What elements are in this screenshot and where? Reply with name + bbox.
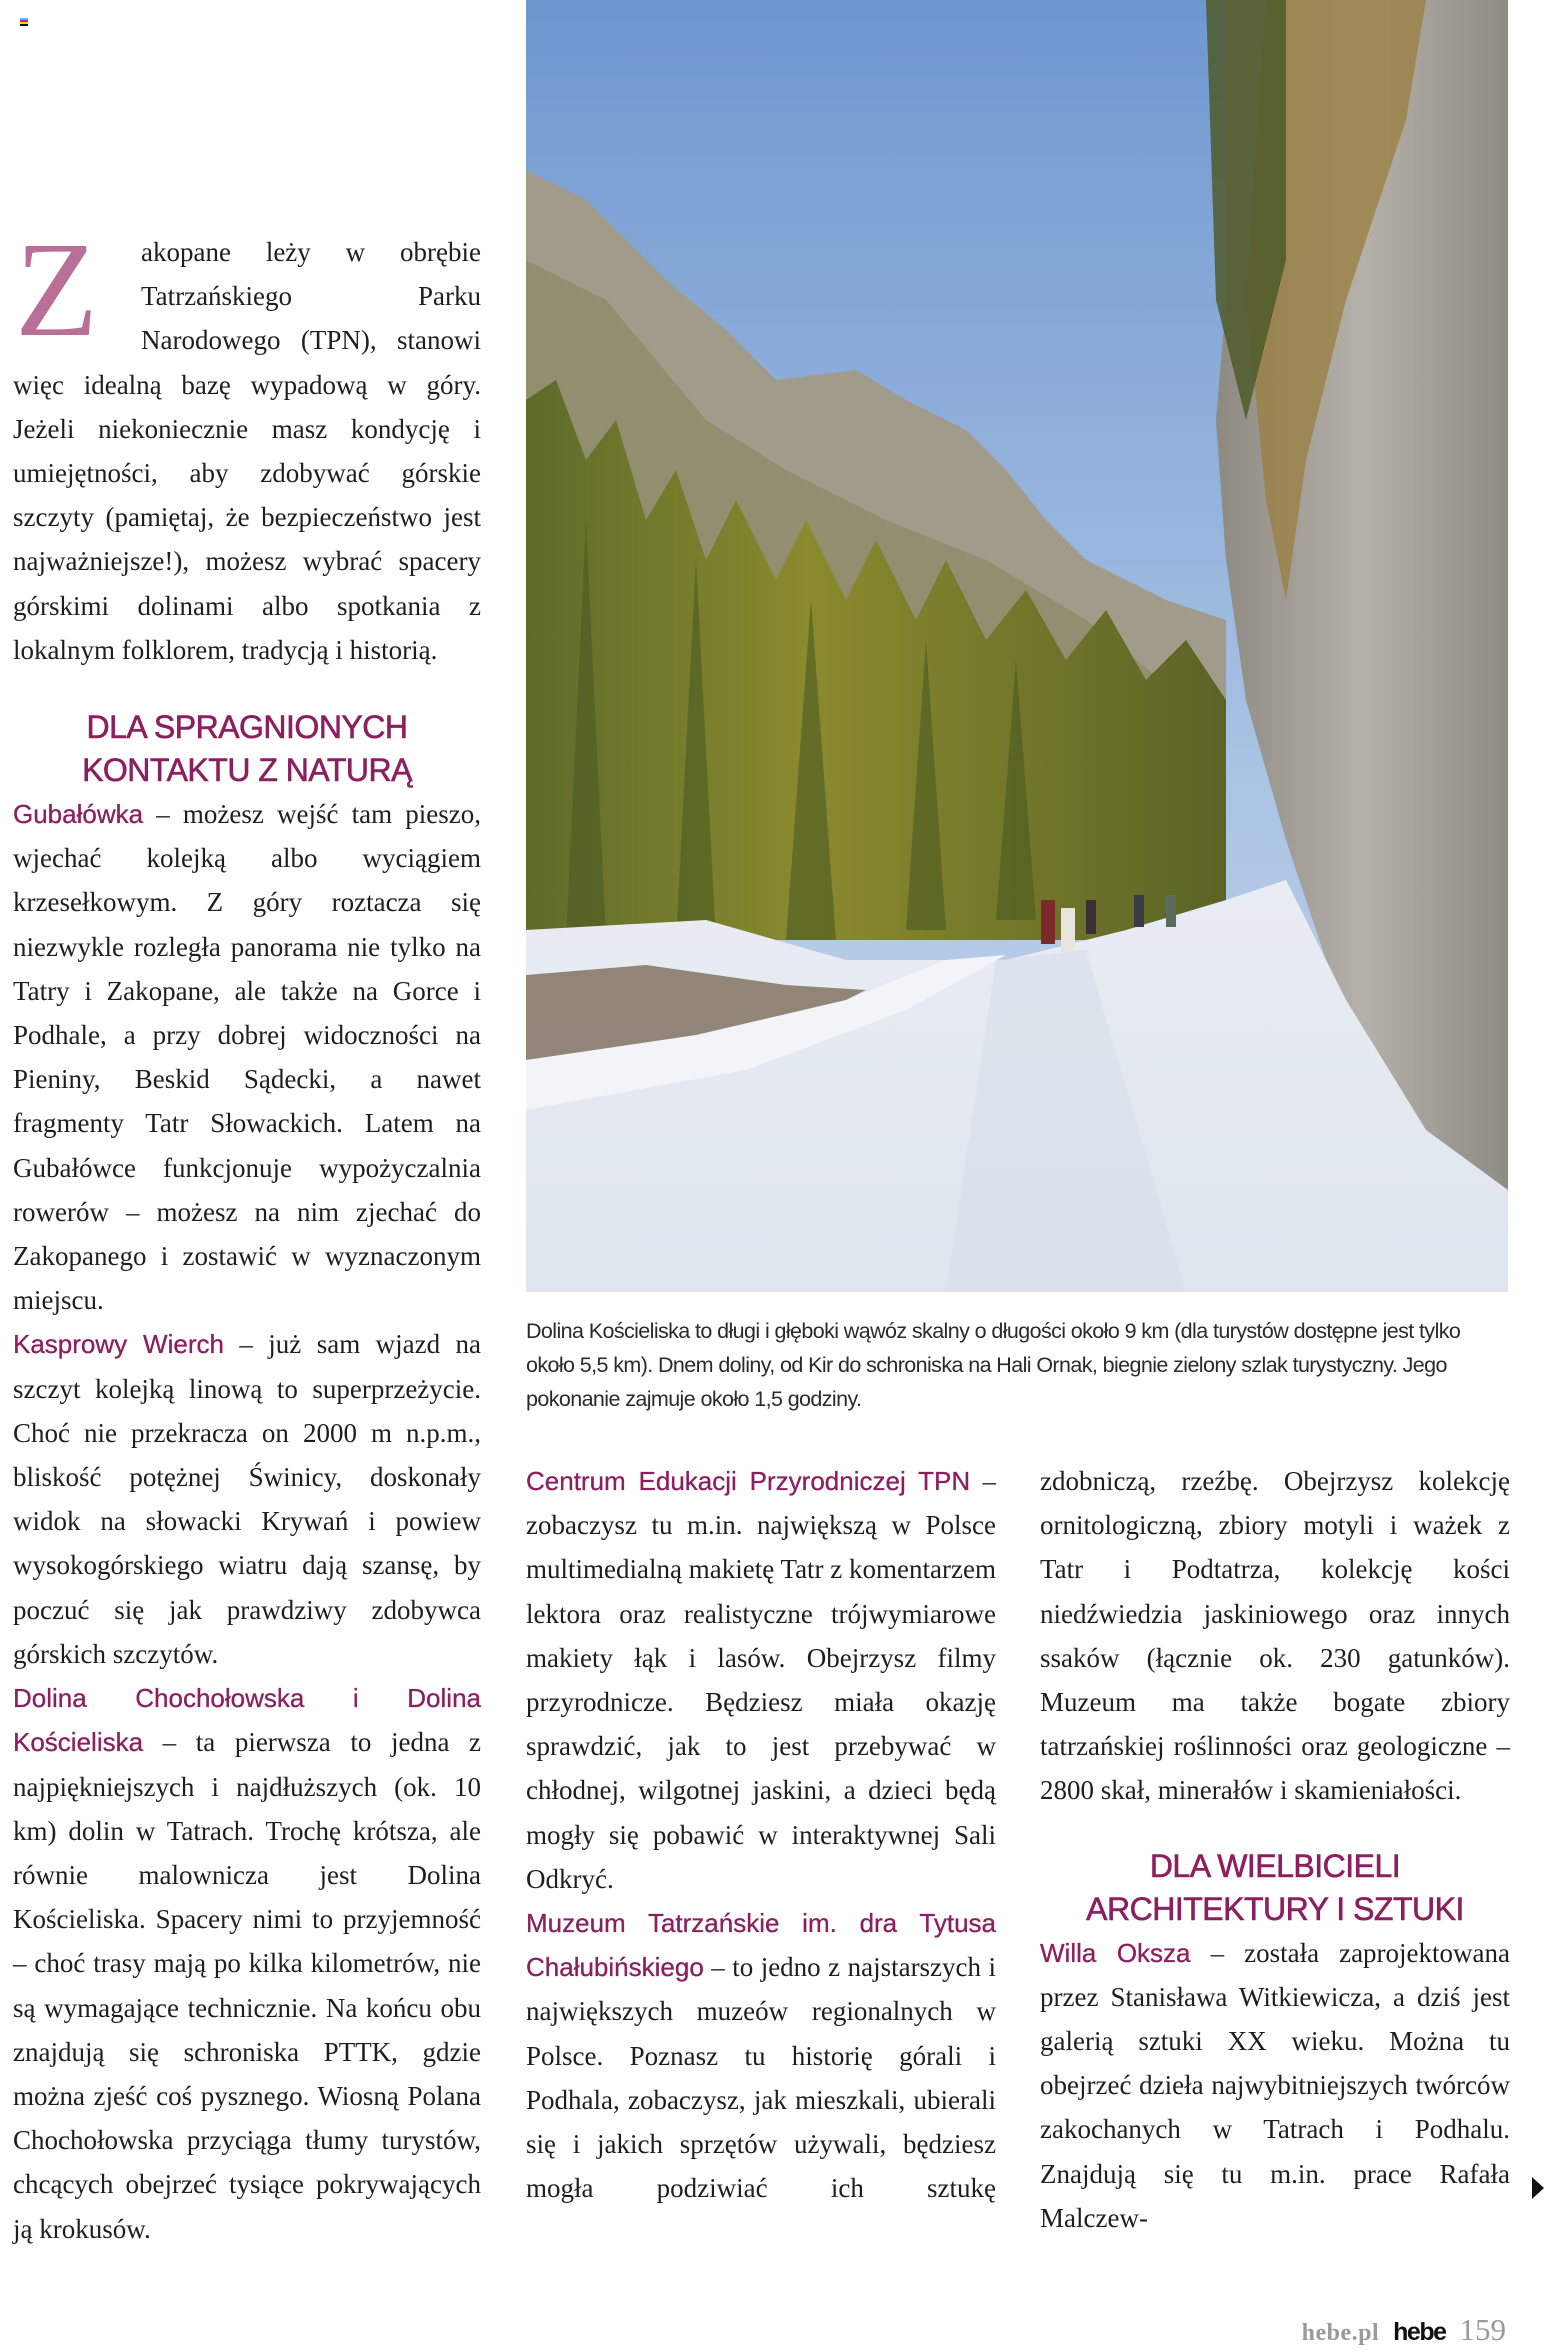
photo-dolina-koscieliska [526, 0, 1508, 1292]
item-text: – możesz wejść tam pieszo, wjechać kolejką albo wyciągiem krzesełkowym. Z góry roztacza się niezwykle rozległa panorama nie tylko na Tatry i Zakopane, ale także na Gorce i Podhale, a przy dobrej widoczności na Pieniny, Beskid Sądecki, a nawet fragmenty Tatr Słowackich. Latem na Gubałówce funkcjonuje wypożyczalnia rowerów – możesz na nim zjechać do Zakopanego i zostawić w wyznaczonym miejscu. [13, 799, 481, 1316]
middle-column [526, 1459, 996, 2210]
right-column [1040, 1459, 1510, 2240]
page-number: 159 [1459, 2312, 1506, 2347]
landscape-photo-illustration [526, 0, 1508, 1292]
item-title: Kasprowy Wierch [13, 1329, 224, 1360]
item-text: – ta pierwsza to jedna z najpiękniejszych i najdłuższych (ok. 10 km) dolin w Tatrach. Trochę krótsza, ale równie malownicza jest Dolina Kościeliska. Spacery nimi to przyjemność – choć trasy mają po kilka kilometrów, nie są wymagające technicznie. Na końcu obu znajdują się schroniska PTTK, gdzie można zjeść coś pysznego. Wiosną Polana Chochołowska przyciąga tłumy turystów, chcących obejrzeć tysiące pokrywających ją krokusów. [13, 1727, 481, 2244]
item-title: Willa Oksza [1040, 1937, 1191, 1968]
item-title: Dolina Chochołowska i Dolina Kościeliska [13, 1683, 481, 1758]
item-text: – to jedno z najstarszych i największych muzeów regionalnych w Polsce. Poznasz tu historię górali i Podhala, zobaczysz, jak mieszkali, ubierali się i jakich sprzętów używali, będziesz mogła podziwiać ich sztukę [526, 1952, 996, 2204]
intro-text: akopane leży w obrębie Tatrzańskiego Parku Narodowego (TPN), stanowi więc idealną bazę wypadową w góry. Jeżeli niekoniecznie masz kondycję i umiejętności, aby zdobywać górskie szczyty (pamiętaj, że bezpieczeństwo jest najważniejsze!), możesz wybrać spacery górskimi dolinami albo spotkania z lokalnym folklorem, tradycją i historią. [13, 237, 481, 665]
item-text: – zobaczysz tu m.in. największą w Polsce multimedialną makietę Tatr z komentarzem lektora oraz realistyczne trójwymiarowe makiety łąk i lasów. Obejrzysz filmy przyrodnicze. Będziesz miała okazję sprawdzić, jak to jest przebywać w chłodnej, wilgotnej jaskini, a dzieci będą mogły się pobawić w interaktywnej Sali Odkryć. [526, 1466, 996, 1894]
item-muzeum-tatrzanskie [526, 1901, 996, 2210]
cmyk-black [20, 24, 28, 26]
photo-caption: Dolina Kościeliska to długi i głęboki wąwóz skalny o długości około 9 km (dla turystów dostępne jest tylko około 5,5 km). Dnem doliny, od Kir do schroniska na Hali Ornak, biegnie zielony szlak turystyczny. Jego pokonanie zajmuje około 1,5 godziny. [526, 1319, 1461, 1411]
section-heading-nature [13, 706, 481, 792]
item-title: Gubałówka [13, 799, 144, 830]
footer-site: hebe.pl [1301, 2320, 1380, 2346]
item-doliny [13, 1676, 481, 2251]
item-title: Muzeum Tatrzańskie im. dra Tytusa Chałubińskiego [526, 1908, 996, 1983]
item-title: Centrum Edukacji Przyrodniczej TPN [526, 1466, 971, 1496]
item-kasprowy-wierch [13, 1322, 481, 1676]
footer-brand-logo: hebe [1393, 2318, 1446, 2346]
section-heading-architecture [1040, 1845, 1510, 1931]
item-gubalowka [13, 792, 481, 1322]
intro-paragraph [13, 215, 481, 672]
item-text: – została zaprojektowana przez Stanisława Witkiewicza, a dziś jest galerią sztuki XX wieku. Można tu obejrzeć dzieła najwybitniejszych twórców zakochanych w Tatrach i Podhalu. Znajdują się tu m.in. prace Rafała Malczew- [1040, 1937, 1510, 2233]
page-footer [1302, 2312, 1506, 2348]
heading-line: DLA SPRAGNIONYCH [86, 709, 408, 746]
item-muzeum-continuation: zdobniczą, rzeźbę. Obejrzysz kolekcję ornitologiczną, zbiory motyli i ważek z Tatr i Podtatrza, kolekcję kości niedźwiedzia jaskiniowego oraz innych ssaków (łącznie ok. 230 gatunków). Muzeum ma także bogate zbiory tatrzańskiej roślinności oraz geologiczne – 2800 skał, minerałów i skamieniałości. [1040, 1466, 1510, 1806]
item-willa-oksza [1040, 1931, 1510, 2240]
left-column [13, 215, 481, 2251]
cmyk-print-mark [20, 18, 28, 28]
item-centrum-edukacji [526, 1459, 996, 1901]
heading-line: DLA WIELBICIELI [1149, 1847, 1401, 1884]
heading-line: ARCHITEKTURY I SZTUKI [1086, 1890, 1464, 1927]
continue-arrow-icon [1532, 2177, 1544, 2199]
drop-cap: Z [15, 215, 99, 365]
heading-line: KONTAKTU Z NATURĄ [82, 752, 412, 789]
item-text: – już sam wjazd na szczyt kolejką linową to superprzeżycie. Choć nie przekracza on 2000 m n.p.m., bliskość potężnej Świnicy, doskonały widok na słowacki Krywań i powiew wysokogórskiego wiatru dają szansę, by poczuć się jak prawdziwy zdobywca górskich szczytów. [13, 1329, 481, 1669]
